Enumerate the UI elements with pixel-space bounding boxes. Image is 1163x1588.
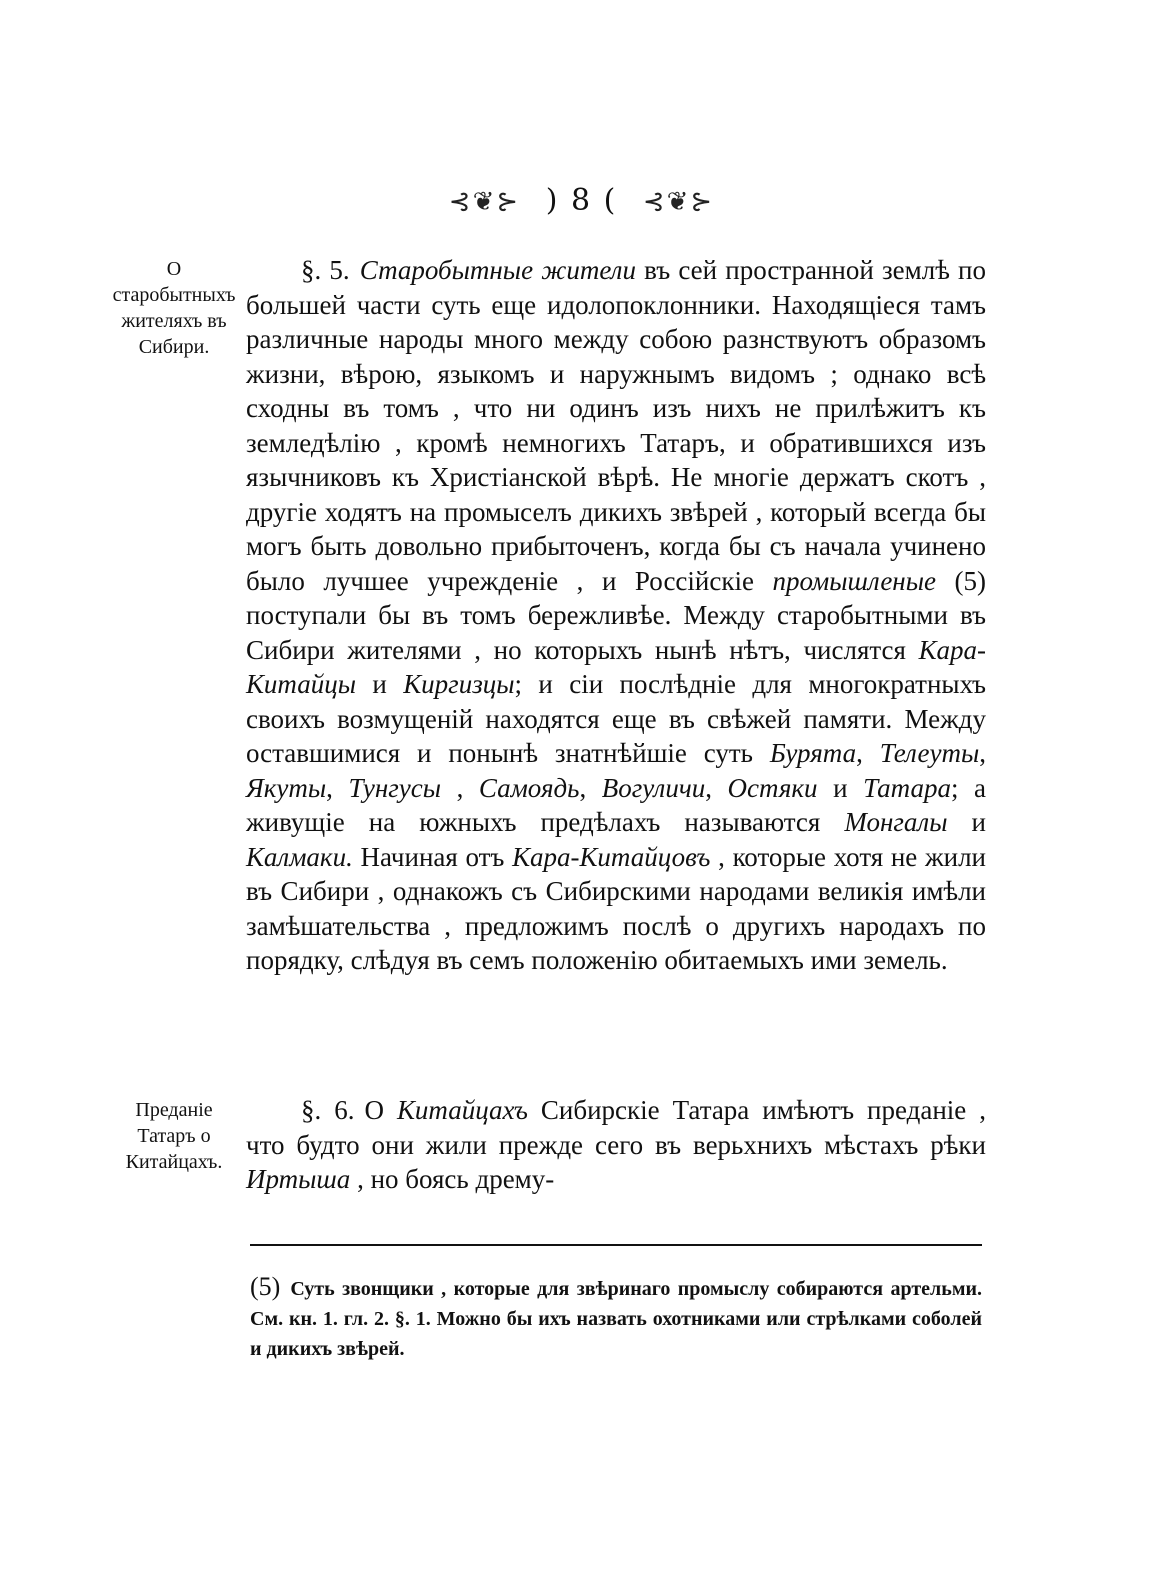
- footnote-mark: (5): [250, 1272, 281, 1301]
- page-number: ) 8 (: [545, 183, 618, 218]
- section-number: §. 6.: [301, 1095, 355, 1125]
- paragraph-5: §. 5. Старобытные жители въ сей пространной землѣ по большей части суть еще идолопоклонники. Находящіеся тамъ различные народы много между собою разнствуютъ образомъ жизни, вѣрою, языкомъ и наружнымъ видомъ ; однако всѣ сходны въ томъ , что ни одинъ изъ нихъ не прилѣжитъ къ земледѣлію , кромѣ немногихъ Татаръ, и обратившихся изъ язычниковъ къ Христіанской вѣрѣ. Не многіе держатъ скотъ , другіе ходятъ на промыселъ дикихъ звѣрей , который всегда бы могъ быть довольно прибыточенъ, когда бы съ начала учинено было лучшее учрежденіе , и Россійскіе промышленые (5) поступали бы въ томъ бережливѣе. Между старобытными въ Сибири жителями , но которыхъ нынѣ нѣтъ, числятся Кара-Китайцы и Киргизцы; и сіи послѣдніе для многократныхъ своихъ возмущеній находятся еще въ свѣжей памяти. Между оставшимися и понынѣ знатнѣйшіе суть Бурята, Телеуты, Якуты, Тунгусы , Самоядь, Вогуличи, Остяки и Татара; а живущіе на южныхъ предѣлахъ называются Монгалы и Калмаки. Начиная отъ Кара-Китайцовъ , которые хотя не жили въ Сибири , однакожъ съ Сибирскими народами великія имѣли замѣшательства , предложимъ послѣ о другихъ народахъ по порядку, слѣдуя въ семъ положенію обитаемыхъ ими земель.: [246, 255, 987, 975]
- sidenote-tatar-tradition: Преданіе Татаръ о Китайцахъ.: [125, 1099, 223, 1173]
- right-ornament-icon: ⊰❦⊱: [642, 187, 715, 217]
- footnote: [250, 1272, 982, 1364]
- section-number: §. 5.: [301, 255, 350, 285]
- page-header: [0, 183, 1163, 218]
- footnote-divider: [250, 1244, 982, 1246]
- footnote-text: Суть звонщики , которые для звѣринаго промыслу собираются артельми. См. кн. 1. гл. 2. §. 1. Можно бы ихъ назвать охотниками или стрѣлками соболей и дикихъ звѣрей.: [250, 1278, 982, 1360]
- left-ornament-icon: ⊰❦⊱: [448, 187, 521, 217]
- sidenote-old-inhabitants: О старобытныхъ жителяхъ въ Сибири.: [112, 258, 236, 358]
- paragraph-6: §. 6. О Китайцахъ Сибирскіе Татара имѣютъ преданіе , что будто они жили прежде сего въ верьхнихъ мѣстахъ рѣки Иртыша , но боясь дрему-: [246, 1095, 986, 1194]
